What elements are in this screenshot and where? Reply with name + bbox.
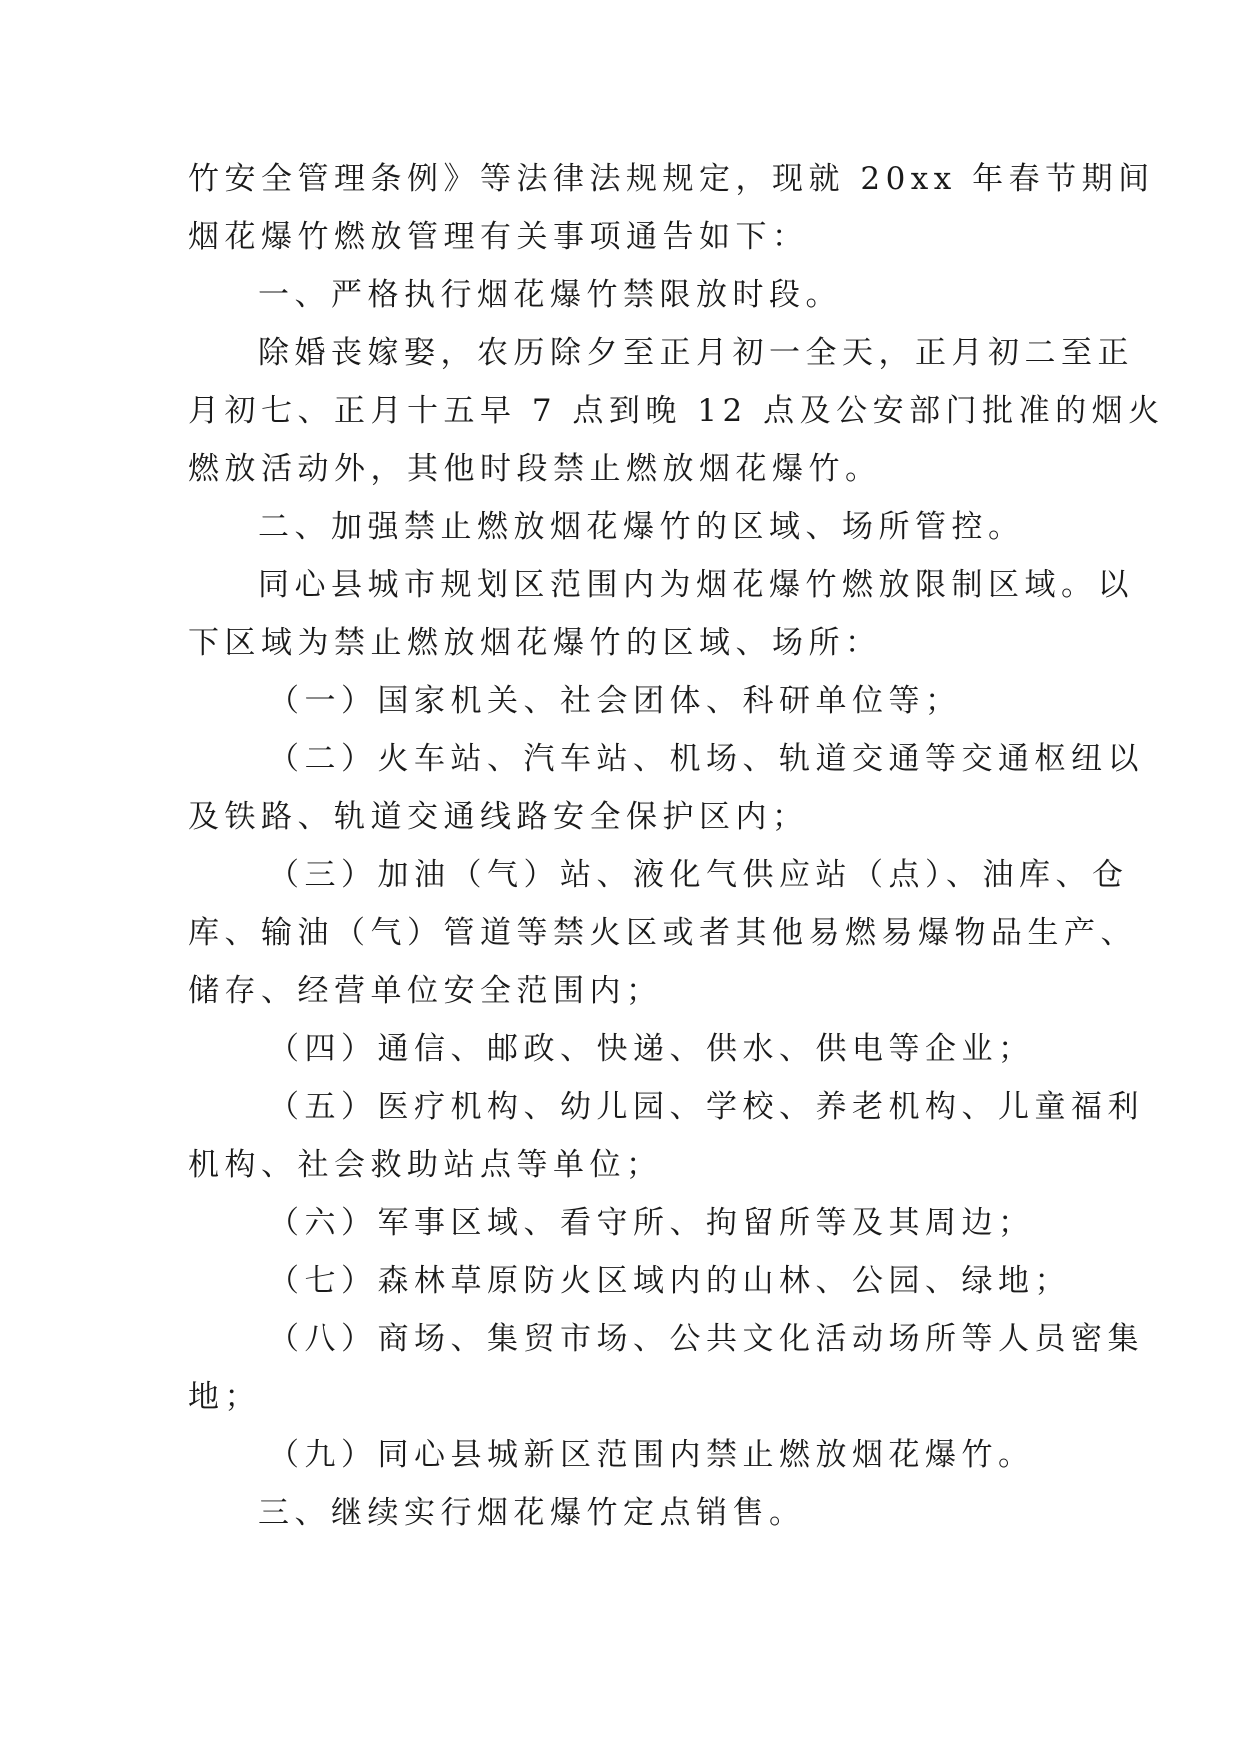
list-item: （二）火车站、汽车站、机场、轨道交通等交通枢纽以 (268, 741, 1144, 777)
paragraph-line: 库、输油（气）管道等禁火区或者其他易燃易爆物品生产、 (188, 915, 1137, 951)
paragraph-line: 储存、经营单位安全范围内； (188, 973, 663, 1009)
list-item: （五）医疗机构、幼儿园、学校、养老机构、儿童福利 (268, 1089, 1144, 1125)
list-item: （九）同心县城新区范围内禁止燃放烟花爆竹。 (268, 1437, 1035, 1473)
paragraph-line: 及铁路、轨道交通线路安全保护区内； (188, 799, 809, 835)
paragraph-line: 同心县城市规划区范围内为烟花爆竹燃放限制区域。以 (258, 567, 1134, 603)
list-item: （六）军事区域、看守所、拘留所等及其周边； (268, 1205, 1035, 1241)
list-item: （七）森林草原防火区域内的山林、公园、绿地； (268, 1263, 1071, 1299)
list-item: （八）商场、集贸市场、公共文化活动场所等人员密集 (268, 1321, 1144, 1357)
document-body (188, 150, 1165, 1542)
section-heading-3: 三、继续实行烟花爆竹定点销售。 (258, 1495, 806, 1531)
paragraph-line: 月初七、正月十五早 7 点到晚 12 点及公安部门批准的烟火 (188, 393, 1165, 429)
paragraph-line: 烟花爆竹燃放管理有关事项通告如下： (188, 219, 809, 255)
paragraph-line: 下区域为禁止燃放烟花爆竹的区域、场所： (188, 625, 882, 661)
list-item: （三）加油（气）站、液化气供应站（点）、油库、仓 (268, 857, 1129, 893)
paragraph-line: 竹安全管理条例》等法律法规规定，现就 20xx 年春节期间 (188, 161, 1155, 197)
paragraph-line: 地； (188, 1379, 261, 1415)
paragraph-line: 燃放活动外，其他时段禁止燃放烟花爆竹。 (188, 451, 882, 487)
list-item: （一）国家机关、社会团体、科研单位等； (268, 683, 962, 719)
list-item: （四）通信、邮政、快递、供水、供电等企业； (268, 1031, 1035, 1067)
section-heading-2: 二、加强禁止燃放烟花爆竹的区域、场所管控。 (258, 509, 1025, 545)
paragraph-line: 除婚丧嫁娶，农历除夕至正月初一全天，正月初二至正 (258, 335, 1134, 371)
section-heading-1: 一、严格执行烟花爆竹禁限放时段。 (258, 277, 842, 313)
paragraph-line: 机构、社会救助站点等单位； (188, 1147, 663, 1183)
